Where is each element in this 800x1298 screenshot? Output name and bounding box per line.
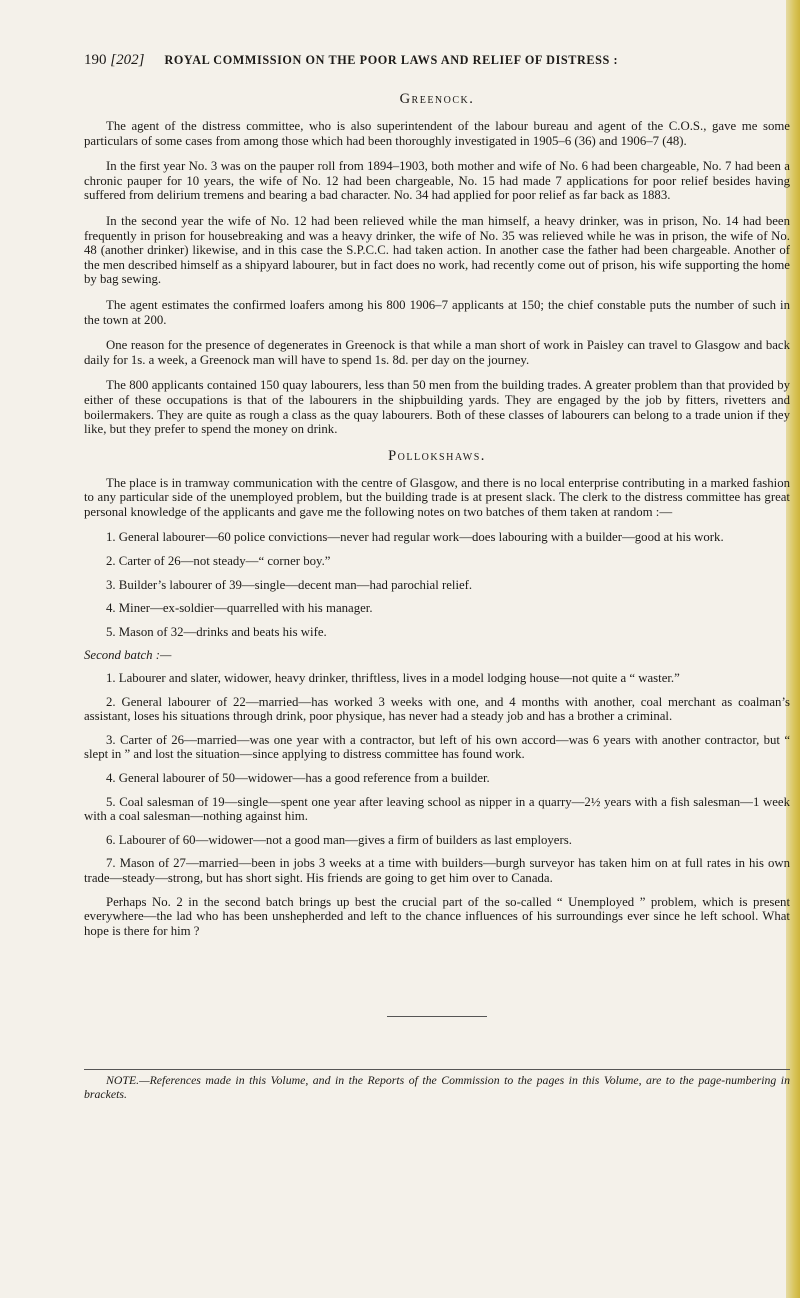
closing-paragraph: Perhaps No. 2 in the second batch brings up best the crucial part of the so-called “ Unemployed ” problem, which is present everywhere—the lad who has been unshepherded and left to the chance influences of his surroundings ever since he left school. What hope is there for him ? bbox=[84, 894, 790, 938]
greenock-paragraph: One reason for the presence of degenerates in Greenock is that while a man short of work in Paisley can travel to Glasgow and back daily for 1s. a week, a Greenock man will have to spend 1s. 8d. per day on the journey. bbox=[84, 338, 790, 367]
second-batch-item: 3. Carter of 26—married—was one year with a contractor, but left of his own accord—was 6 years with another contractor, but “ slept in ” and lost the situation—since applying to distress committee has found work. bbox=[84, 732, 790, 762]
running-title: ROYAL COMMISSION ON THE POOR LAWS AND RELIEF OF DISTRESS : bbox=[164, 53, 619, 67]
first-batch-item: 3. Builder’s labourer of 39—single—decent man—had parochial relief. bbox=[106, 577, 473, 592]
first-batch-item: 4. Miner—ex-soldier—quarrelled with his manager. bbox=[106, 601, 373, 616]
greenock-paragraph: The 800 applicants contained 150 quay labourers, less than 50 men from the building trades. A greater problem than that provided by either of these occupations is that of the labourers in the shipbuilding yards. They are engaged by the job by fitters, rivetters and boilermakers. They are quite as rough a class as the quay labourers. Both of these classes of labourers can belong to a trade union if they like, but they prefer to spend the money on drink. bbox=[84, 378, 790, 437]
running-header bbox=[84, 52, 790, 69]
greenock-paragraph: The agent estimates the confirmed loafers among his 800 1906–7 applicants at 150; the chief constable puts the number of such in the town at 200. bbox=[84, 297, 790, 327]
first-batch-item: 5. Mason of 32—drinks and beats his wife. bbox=[106, 624, 327, 639]
section-end-rule bbox=[387, 1016, 487, 1017]
second-batch-item: 4. General labourer of 50—widower—has a good reference from a builder. bbox=[106, 771, 490, 785]
first-batch-item: 1. General labourer—60 police convictions—never had regular work—does labouring with a builder—good at his work. bbox=[106, 530, 724, 545]
second-batch-item: 7. Mason of 27—married—been in jobs 3 weeks at a time with builders—burgh surveyor has taken him on at full rates in his own trade—steady—strong, but has short sight. His friends are going to get him over to Canada. bbox=[84, 856, 790, 885]
greenock-paragraph: The agent of the distress committee, who is also superintendent of the labour bureau and agent of the C.O.S., gave me some particulars of some cases from among those which had been thoroughly investigated in 1905–6 (36) and 1906–7 (48). bbox=[84, 119, 790, 148]
page-number: 190 [202] bbox=[84, 52, 145, 68]
second-batch-item: 5. Coal salesman of 19—single—spent one year after leaving school as nipper in a quarry—2½ years with a fish salesman—1 week with a coal salesman—nothing against him. bbox=[84, 794, 790, 824]
second-batch-label: Second batch :— bbox=[84, 648, 172, 663]
second-batch-item: 6. Labourer of 60—widower—not a good man—gives a firm of builders as last employers. bbox=[106, 832, 572, 847]
first-batch-item: 2. Carter of 26—not steady—“ corner boy.” bbox=[106, 554, 331, 569]
pollokshaws-intro: The place is in tramway communication with the centre of Glasgow, and there is no local enterprise contributing in a marked fashion to any particular side of the unemployed problem, but the building trade is at present slack. The clerk to the distress committee has great personal knowledge of the applicants and gave me the following notes on two batches of them taken at random :— bbox=[84, 475, 790, 519]
document-page bbox=[84, 52, 790, 1101]
section-heading-greenock: Greenock. bbox=[399, 91, 475, 107]
greenock-paragraph: In the second year the wife of No. 12 had been relieved while the man himself, a heavy drinker, was in prison, No. 14 had been frequently in prison for housebreaking and was a heavy drinker, the wife of No. 35 was relieved while he was in prison, the wife of No. 48 (another drinker) likewise, and in this case the S.P.C.C. had taken action. In another case the father had been chargeable. Another of the men described himself as a shipyard labourer, but in fact does no work, had recently come out of prison, his wife supporting the home by bag sewing. bbox=[84, 213, 790, 287]
second-batch-item: 1. Labourer and slater, widower, heavy drinker, thriftless, lives in a model lodging house—not quite a “ waster.” bbox=[106, 671, 680, 686]
section-heading-pollokshaws: Pollokshaws. bbox=[388, 447, 486, 464]
greenock-paragraph: In the first year No. 3 was on the pauper roll from 1894–1903, both mother and wife of No. 6 had been chargeable, No. 7 had been a chronic pauper for 10 years, the wife of No. 12 had been chargeable, No. 15 had made 7 applications for poor relief besides having suffered from delirium tremens and bearing a bad character. No. 34 had applied for poor relief as far back as 1883. bbox=[84, 159, 790, 203]
footnote-rule bbox=[84, 1069, 790, 1070]
second-batch-item: 2. General labourer of 22—married—has worked 3 weeks with one, and 4 months with another, coal merchant as coalman’s assistant, loses his situations through drink, poor physique, has never had a steady job and has a brother a criminal. bbox=[84, 694, 790, 724]
footnote: NOTE.—References made in this Volume, and in the Reports of the Commission to the pages in this Volume, are to the page-numbering in brackets. bbox=[84, 1073, 790, 1101]
